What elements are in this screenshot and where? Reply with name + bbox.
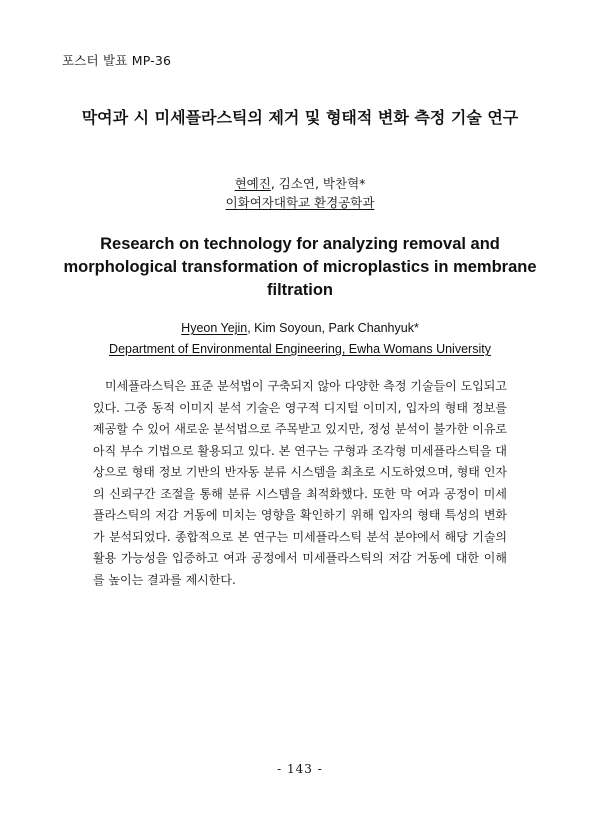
- korean-affiliation-text: 이화여자대학교 환경공학과: [225, 195, 375, 210]
- english-authors: [0, 318, 600, 338]
- korean-affiliation: [0, 193, 600, 213]
- korean-title: 막여과 시 미세플라스틱의 제거 및 형태적 변화 측정 기술 연구: [81, 108, 519, 127]
- english-affiliation: [0, 339, 600, 359]
- english-author-primary: Hyeon Yejin: [181, 321, 248, 335]
- english-title: Research on technology for analyzing removal and morphological transformation of microplastics in membrane filtration: [63, 235, 537, 299]
- session-label: 포스터 발표 MP-36: [62, 53, 172, 68]
- english-affiliation-text: Department of Environmental Engineering, Ewha Womans University: [109, 342, 491, 356]
- english-author-others: , Kim Soyoun, Park Chanhyuk*: [247, 321, 419, 335]
- korean-authors: [0, 174, 600, 194]
- korean-author-others: , 김소연, 박찬혁*: [270, 176, 366, 191]
- abstract-paragraph: 미세플라스틱은 표준 분석법이 구축되지 않아 다양한 측정 기술들이 도입되고 있다. 그중 동적 이미지 분석 기술은 영구적 디지털 이미지, 입자의 형태 정보를 제공할 수 있어 새로운 분석법으로 주목받고 있지만, 정성 분석이 불가한 이유로 아직 부수 기법으로 활용되고 있다. 본 연구는 구형과 조각형 미세플라스틱을 대상으로 형태 정보 기반의 반자동 분류 시스템을 최초로 시도하였으며, 형태 인자의 신뢰구간 조절을 통해 분류 시스템을 최적화했다. 또한 막 여과 공정이 미세플라스틱의 저감 거동에 미치는 영향을 확인하기 위해 입자의 형태 특성의 변화가 분석되었다. 종합적으로 본 연구는 미세플라스틱 분석 분야에서 해당 기술의 활용 가능성을 입증하고 여과 공정에서 미세플라스틱의 저감 거동에 대한 이해를 높이는 결과를 제시한다.: [93, 379, 507, 587]
- korean-author-primary: 현예진: [234, 176, 271, 191]
- page-number: - 143 -: [277, 762, 323, 776]
